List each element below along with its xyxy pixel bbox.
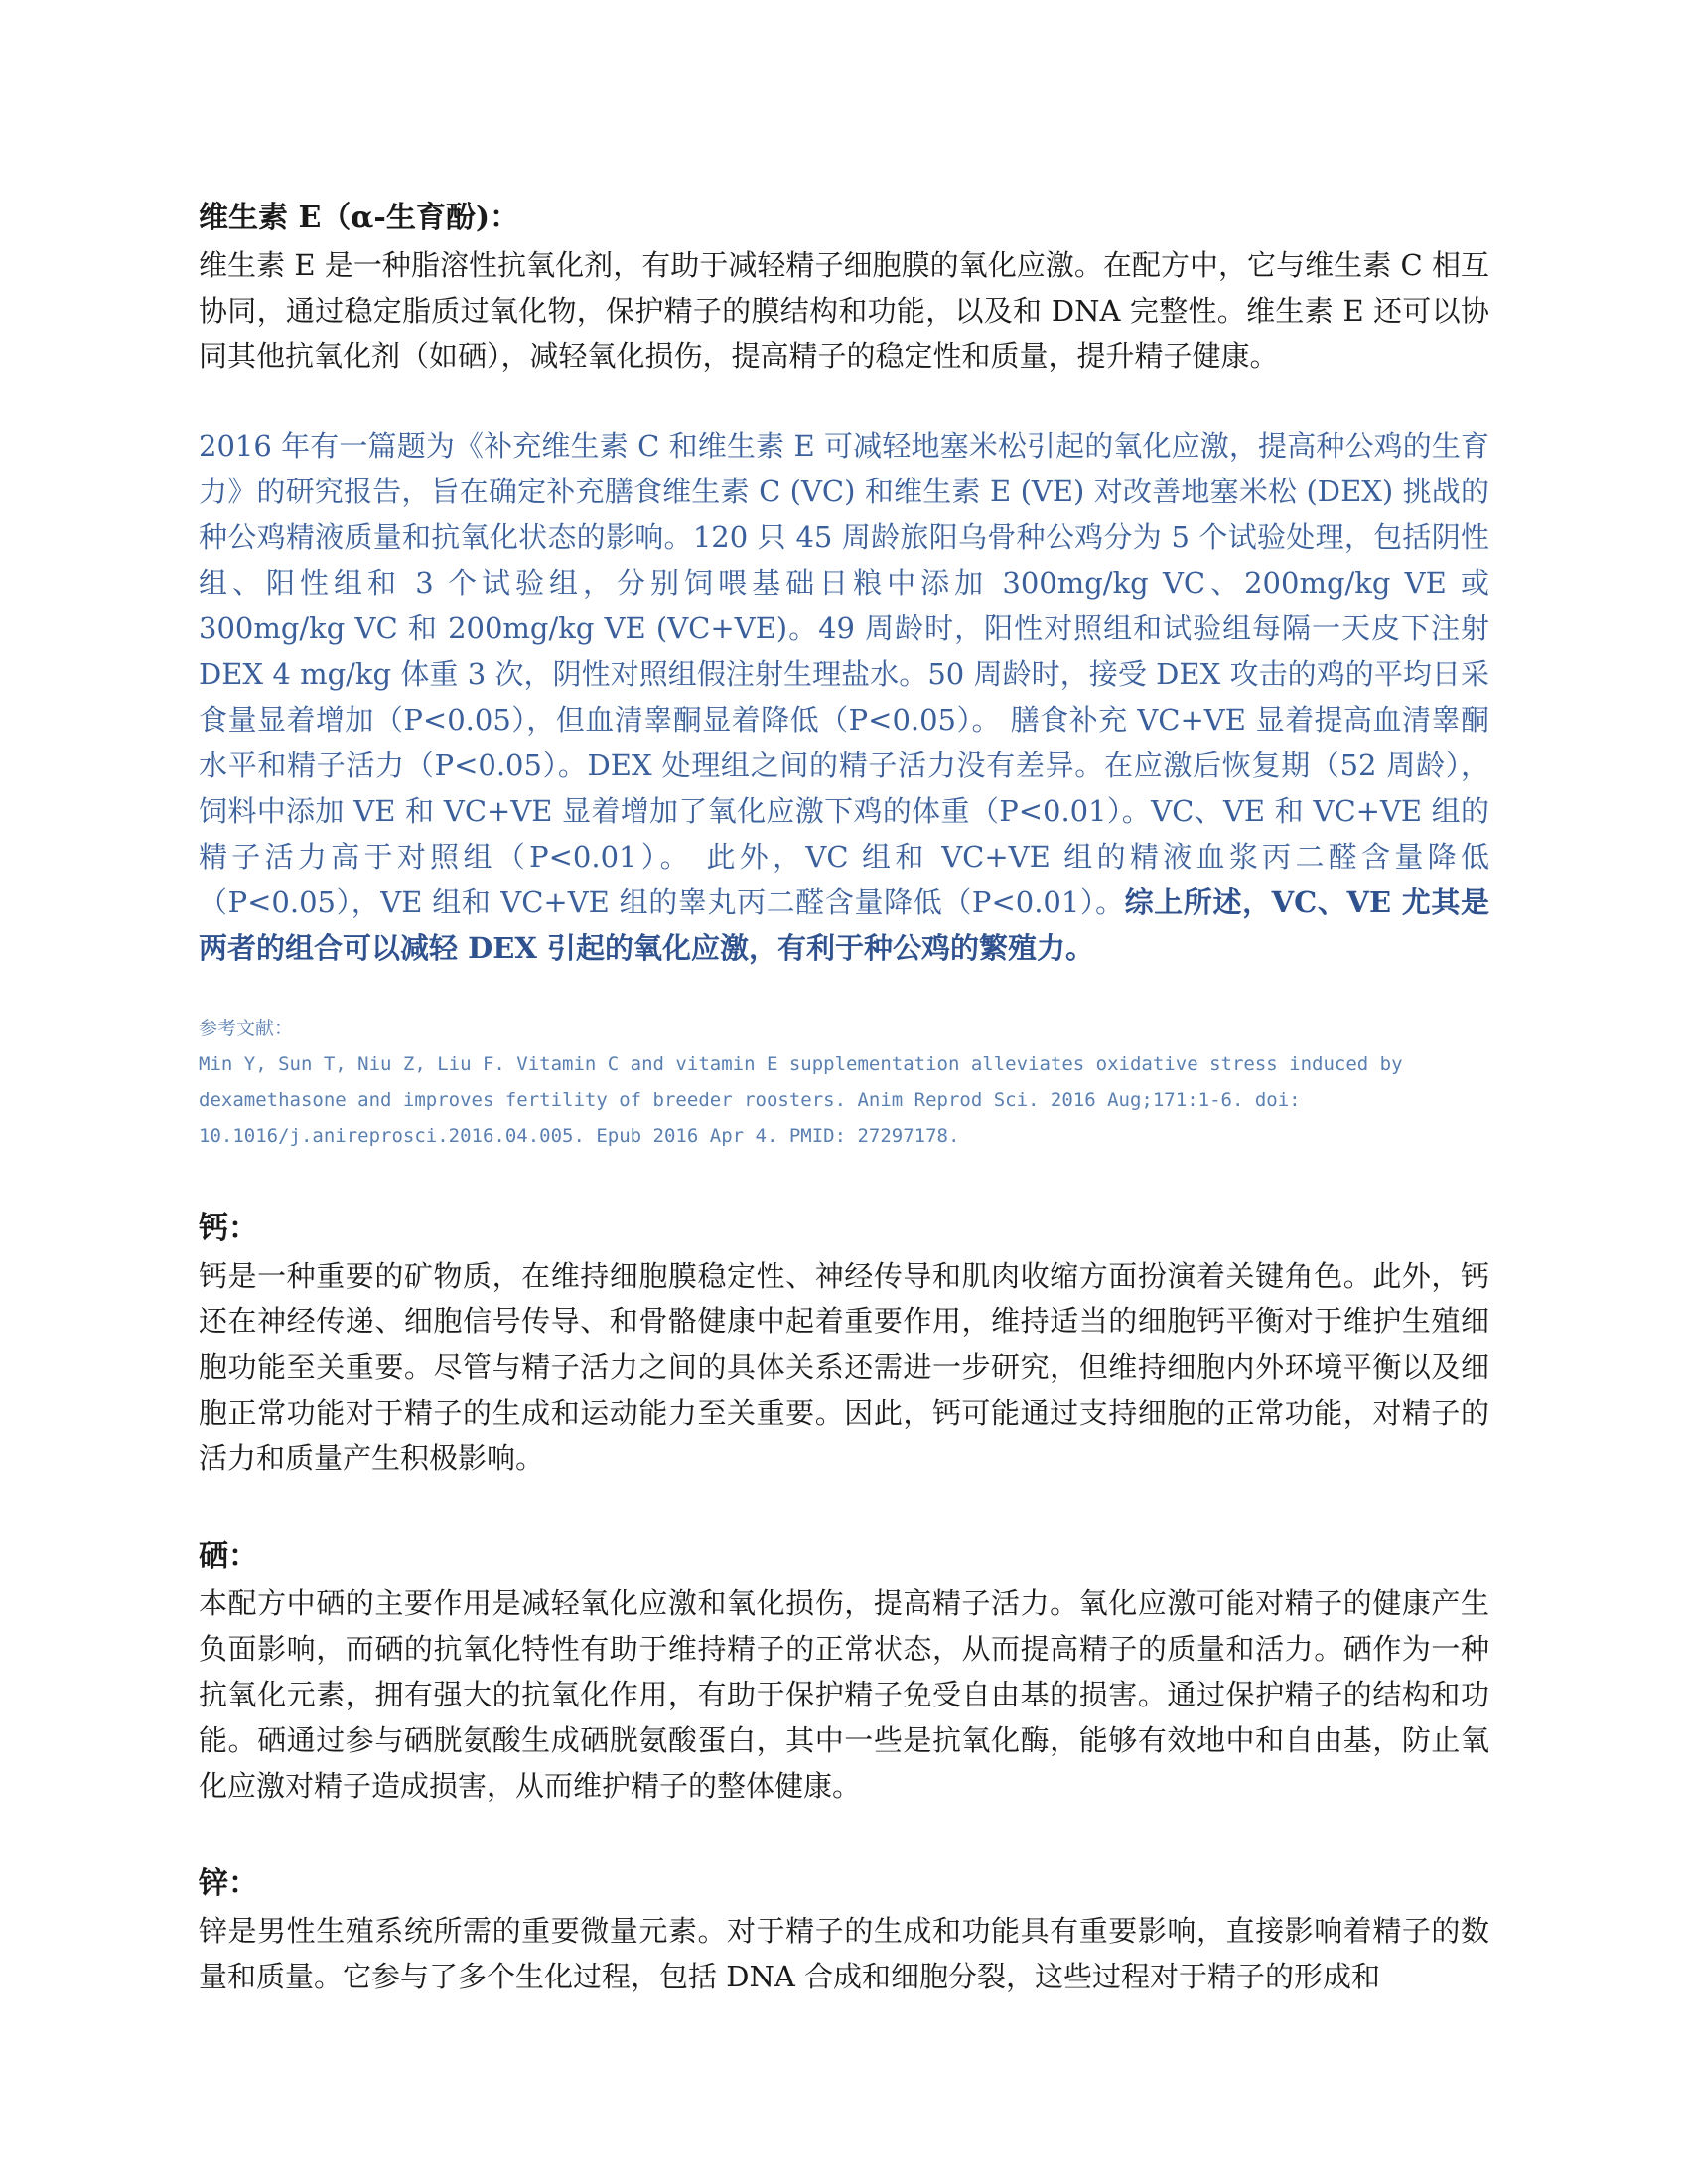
calcium-paragraph: 钙是一种重要的矿物质，在维持细胞膜稳定性、神经传导和肌肉收缩方面扮演着关键角色。此外，钙还在神经传递、细胞信号传导、和骨骼健康中起着重要作用，维持适当的细胞钙平衡对于维护生殖细胞功能至关重要。尽管与精子活力之间的具体关系还需进一步研究，但维持细胞内外环境平衡以及细胞正常功能对于精子的生成和运动能力至关重要。因此，钙可能通过支持细胞的正常功能，对精子的活力和质量产生积极影响。	[199, 1259, 1489, 1475]
vitamin-e-heading: 维生素 E（α-生育酚)：	[199, 201, 520, 235]
selenium-heading: 硒：	[199, 1539, 258, 1573]
calcium-section	[199, 1207, 1489, 1481]
zinc-section	[199, 1862, 1489, 1999]
vitamin-e-paragraph: 维生素 E 是一种脂溶性抗氧化剂，有助于减轻精子细胞膜的氧化应激。在配方中，它与维生素 C 相互协同，通过稳定脂质过氧化物，保护精子的膜结构和功能，以及和 DNA 完整性。维生素 E 还可以协同其他抗氧化剂（如硒），减轻氧化损伤，提高精子的稳定性和质量，提升精子健康。	[199, 248, 1489, 373]
selenium-paragraph: 本配方中硒的主要作用是减轻氧化应激和氧化损伤，提高精子活力。氧化应激可能对精子的健康产生负面影响，而硒的抗氧化特性有助于维持精子的正常状态，从而提高精子的质量和活力。硒作为一种抗氧化元素，拥有强大的抗氧化作用，有助于保护精子免受自由基的损害。通过保护精子的结构和功能。硒通过参与硒胱氨酸生成硒胱氨酸蛋白，其中一些是抗氧化酶，能够有效地中和自由基，防止氧化应激对精子造成损害，从而维护精子的整体健康。	[199, 1586, 1489, 1803]
zinc-heading: 锌：	[199, 1866, 258, 1901]
vitamin-e-section	[199, 197, 1489, 379]
study-text: 2016 年有一篇题为《补充维生素 C 和维生素 E 可减轻地塞米松引起的氧化应激，提高种公鸡的生育力》的研究报告，旨在确定补充膳食维生素 C (VC) 和维生素 E (VE) 对改善地塞米松 (DEX) 挑战的种公鸡精液质量和抗氧化状态的影响。120 只 45 周龄旅阳乌骨种公鸡分为 5 个试验处理，包括阴性组、阳性组和 3 个试验组，分别饲喂基础日粮中添加 300mg/kg VC、200mg/kg VE 或 300mg/kg VC 和 200mg/kg VE (VC+VE)。49 周龄时，阳性对照组和试验组每隔一天皮下注射 DEX 4 mg/kg 体重 3 次，阴性对照组假注射生理盐水。50 周龄时，接受 DEX 攻击的鸡的平均日采食量显着增加（P<0.05），但血清睾酮显着降低（P<0.05）。 膳食补充 VC+VE 显着提高血清睾酮水平和精子活力（P<0.05）。DEX 处理组之间的精子活力没有差异。在应激后恢复期（52 周龄），饲料中添加 VE 和 VC+VE 显着增加了氧化应激下鸡的体重（P<0.01）。VC、VE 和 VC+VE 组的精子活力高于对照组（P<0.01）。 此外，VC 组和 VC+VE 组的精液血浆丙二醛含量降低（P<0.05），VE 组和 VC+VE 组的睾丸丙二醛含量降低（P<0.01）。	[199, 429, 1489, 919]
references-block	[199, 1011, 1489, 1154]
document-page	[199, 197, 1489, 1999]
study-paragraph	[199, 423, 1489, 971]
study-conclusion: 综上所述，VC、VE 尤其是两者的组合可以减轻 DEX 引起的氧化应激，有利于种公鸡的繁殖力。	[199, 886, 1489, 965]
references-label: 参考文献：	[199, 1018, 294, 1039]
reference-citation: Min Y, Sun T, Niu Z, Liu F. Vitamin C and vitamin E supplementation alleviates oxidative stress induced by dexamethasone and improves fertility of breeder roosters. Anim Reprod Sci. 2016 Aug;171:1-6. doi: 10.1016/j.anireprosci.2016.04.005. Epub 2016 Apr 4. PMID: 27297178.	[199, 1053, 1403, 1147]
zinc-paragraph: 锌是男性生殖系统所需的重要微量元素。对于精子的生成和功能具有重要影响，直接影响着精子的数量和质量。它参与了多个生化过程，包括 DNA 合成和细胞分裂，这些过程对于精子的形成和	[199, 1914, 1489, 1993]
selenium-section	[199, 1535, 1489, 1809]
calcium-heading: 钙：	[199, 1211, 258, 1246]
